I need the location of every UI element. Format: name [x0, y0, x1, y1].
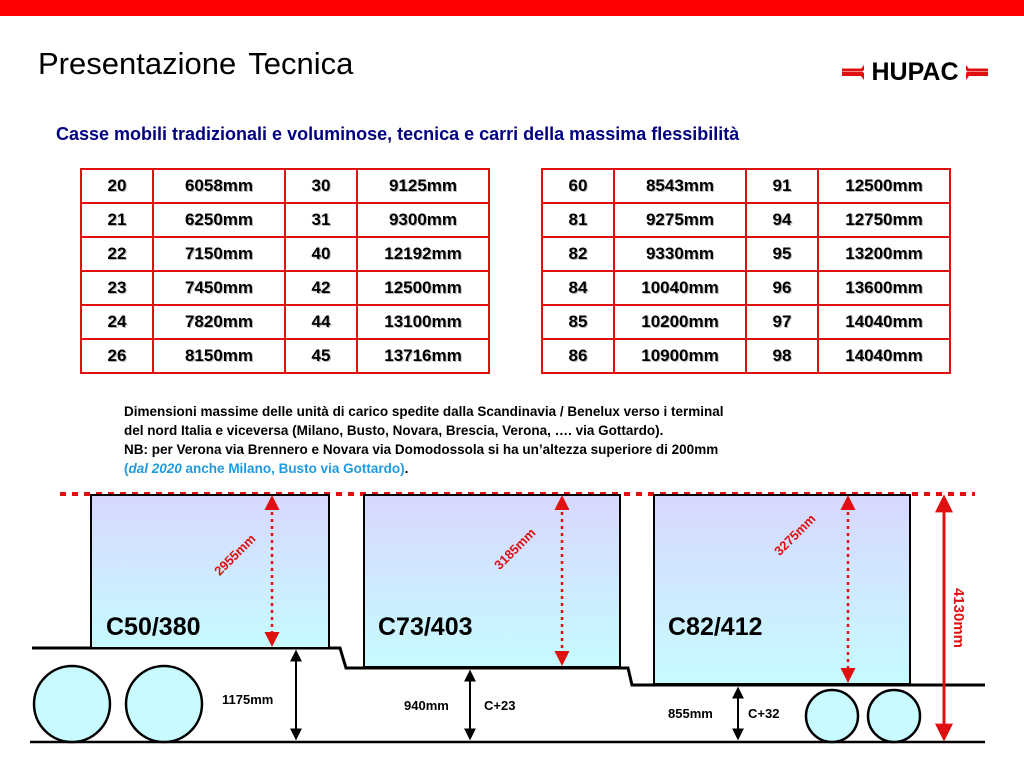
wagon-code-1: C50/380 — [106, 613, 201, 641]
note-highlight: anche Milano, Busto via Gottardo) — [181, 461, 405, 476]
container-length-cell: 14040mm — [818, 339, 950, 373]
container-length-cell: 9275mm — [614, 203, 746, 237]
container-code-cell: 91 — [746, 169, 818, 203]
container-length-cell: 12500mm — [357, 271, 489, 305]
container-code-cell: 23 — [81, 271, 153, 305]
container-code-cell: 42 — [285, 271, 357, 305]
container-length-cell: 13716mm — [357, 339, 489, 373]
container-code-cell: 86 — [542, 339, 614, 373]
container-code-cell: 60 — [542, 169, 614, 203]
box-2-height-label: 3185mm — [491, 525, 539, 573]
wheel-3 — [806, 690, 858, 742]
container-length-cell: 10900mm — [614, 339, 746, 373]
container-length-cell: 12750mm — [818, 203, 950, 237]
box-1-height-label: 2955mm — [211, 531, 259, 579]
container-code-cell: 21 — [81, 203, 153, 237]
container-code-cell: 95 — [746, 237, 818, 271]
container-code-cell: 26 — [81, 339, 153, 373]
note-line-3: NB: per Verona via Brennero e Novara via Domodossola si ha un’altezza superiore di 200mm — [124, 442, 719, 457]
container-length-cell: 8543mm — [614, 169, 746, 203]
floor-height-label-3: 855mm — [668, 706, 713, 721]
container-length-cell: 10200mm — [614, 305, 746, 339]
category-label-2: C+23 — [484, 698, 516, 713]
section-subtitle: Casse mobili tradizionali e voluminose, tecnica e carri della massima flessibilità — [56, 124, 740, 144]
total-height-label: 4130mm — [950, 587, 967, 649]
container-code-cell: 44 — [285, 305, 357, 339]
wheel-4 — [868, 690, 920, 742]
container-length-cell: 7450mm — [153, 271, 285, 305]
container-length-cell: 9125mm — [357, 169, 489, 203]
note-line-2: del nord Italia e viceversa (Milano, Busto, Novara, Brescia, Verona, …. via Gottardo). — [124, 423, 664, 438]
container-length-cell: 12192mm — [357, 237, 489, 271]
container-code-cell: 81 — [542, 203, 614, 237]
container-length-cell: 12500mm — [818, 169, 950, 203]
floor-height-label-1: 1175mm — [222, 692, 274, 707]
container-length-cell: 7150mm — [153, 237, 285, 271]
category-label-3: C+32 — [748, 706, 780, 721]
container-code-cell: 31 — [285, 203, 357, 237]
container-box-2 — [364, 495, 620, 667]
logo-text: HUPAC — [871, 58, 959, 86]
container-length-cell: 9330mm — [614, 237, 746, 271]
container-code-cell: 94 — [746, 203, 818, 237]
container-code-cell: 24 — [81, 305, 153, 339]
container-length-cell: 7820mm — [153, 305, 285, 339]
wheel-2 — [126, 666, 202, 742]
container-length-cell: 10040mm — [614, 271, 746, 305]
container-box-3 — [654, 495, 910, 684]
container-code-cell: 85 — [542, 305, 614, 339]
container-length-cell: 13100mm — [357, 305, 489, 339]
container-code-cell: 45 — [285, 339, 357, 373]
floor-height-label-2: 940mm — [404, 698, 449, 713]
box-3-height-label: 3275mm — [771, 511, 819, 559]
wheel-1 — [34, 666, 110, 742]
container-length-cell: 6058mm — [153, 169, 285, 203]
container-code-cell: 22 — [81, 237, 153, 271]
container-code-cell: 20 — [81, 169, 153, 203]
container-code-cell: 30 — [285, 169, 357, 203]
container-length-cell: 6250mm — [153, 203, 285, 237]
container-length-cell: 14040mm — [818, 305, 950, 339]
page-title: Presentazione Tecnica — [38, 46, 354, 81]
container-length-cell: 8150mm — [153, 339, 285, 373]
container-code-cell: 98 — [746, 339, 818, 373]
wagon-code-3: C82/412 — [668, 613, 763, 641]
container-code-cell: 40 — [285, 237, 357, 271]
note-year: dal 2020 — [128, 461, 182, 476]
note-paren-open: ( — [124, 461, 129, 476]
container-code-cell: 82 — [542, 237, 614, 271]
container-length-cell: 13600mm — [818, 271, 950, 305]
note-line-1: Dimensioni massime delle unità di carico spedite dalla Scandinavia / Benelux verso i terminal — [124, 404, 724, 419]
wagon-code-2: C73/403 — [378, 613, 473, 641]
container-code-cell: 96 — [746, 271, 818, 305]
container-code-cell: 84 — [542, 271, 614, 305]
container-code-cell: 97 — [746, 305, 818, 339]
note-end: . — [404, 461, 409, 476]
container-length-cell: 13200mm — [818, 237, 950, 271]
container-length-cell: 9300mm — [357, 203, 489, 237]
